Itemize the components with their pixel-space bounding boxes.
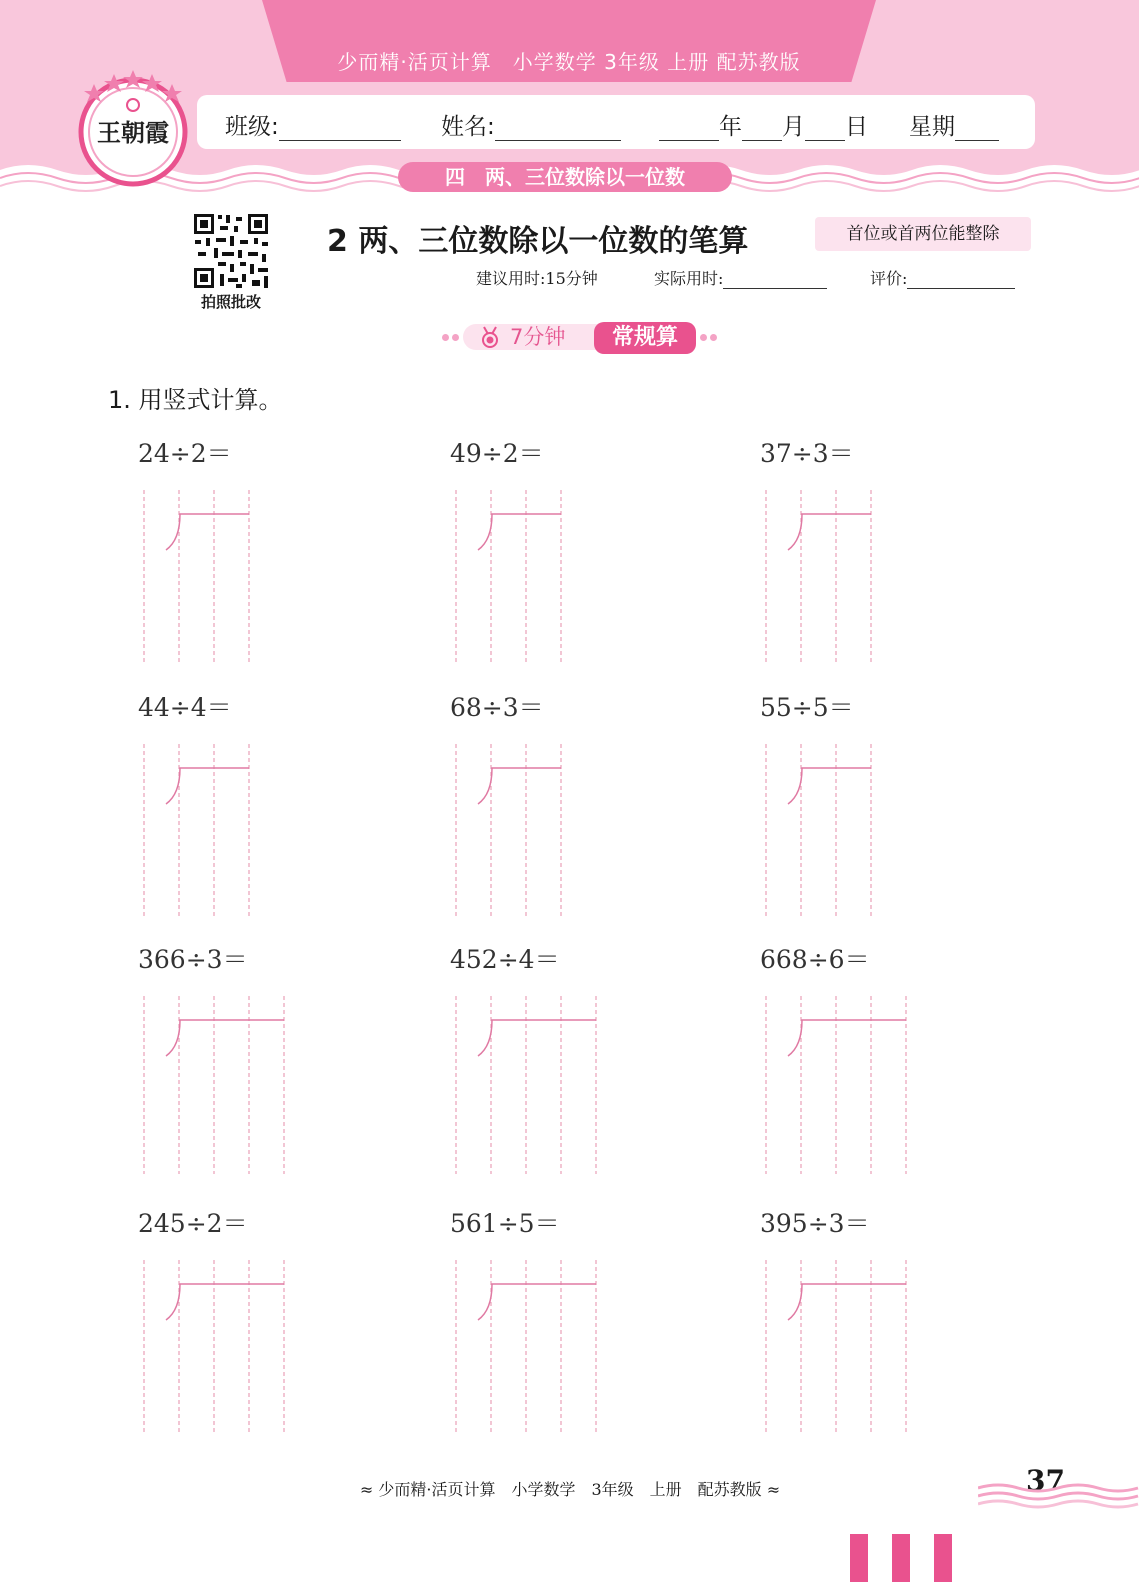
student-info-bar bbox=[197, 95, 1035, 149]
division-frame[interactable] bbox=[764, 1260, 918, 1492]
class-label: 班级: bbox=[225, 114, 279, 140]
problem-expression: 561÷5＝ bbox=[450, 1209, 560, 1238]
weekday-label: 星期 bbox=[909, 114, 955, 140]
rating-blank[interactable] bbox=[907, 270, 1015, 289]
edge-tab-3 bbox=[934, 1534, 952, 1582]
suggested-time: 建议用时:15分钟 bbox=[476, 269, 598, 288]
division-frame[interactable] bbox=[454, 996, 608, 1234]
timer-dot-right-2 bbox=[710, 334, 717, 341]
day-label: 日 bbox=[845, 114, 868, 140]
book-title: 少而精·活页计算 小学数学 3年级 上册 配苏教版 bbox=[337, 50, 801, 74]
name-blank[interactable] bbox=[495, 118, 621, 141]
problem-10[interactable] bbox=[138, 1204, 458, 1444]
page-number-waves bbox=[978, 1482, 1139, 1514]
division-frame[interactable] bbox=[454, 1260, 608, 1492]
problem-3[interactable] bbox=[760, 434, 1080, 674]
problem-expression: 24÷2＝ bbox=[138, 439, 232, 468]
rating-label: 评价: bbox=[870, 269, 908, 288]
month-label: 月 bbox=[782, 114, 805, 140]
timer-dot-right bbox=[700, 334, 707, 341]
publisher-logo bbox=[74, 70, 192, 188]
actual-time-label: 实际用时: bbox=[654, 269, 724, 288]
page-number: 37 bbox=[1026, 1464, 1065, 1497]
mode-badge: 常规算 bbox=[594, 322, 696, 354]
class-blank[interactable] bbox=[279, 118, 401, 141]
problem-8[interactable] bbox=[450, 940, 770, 1180]
problem-9[interactable] bbox=[760, 940, 1080, 1180]
lesson-title: 2 两、三位数除以一位数的笔算 bbox=[327, 224, 749, 259]
timer-minutes: 7分钟 bbox=[510, 325, 566, 349]
question-prompt: 1. 用竖式计算。 bbox=[108, 386, 283, 414]
weekday-blank[interactable] bbox=[955, 118, 999, 141]
division-frame[interactable] bbox=[764, 996, 918, 1234]
timer-bar bbox=[438, 324, 720, 350]
actual-time-blank[interactable] bbox=[723, 270, 827, 289]
problem-11[interactable] bbox=[450, 1204, 770, 1444]
timer-dot-left bbox=[442, 334, 449, 341]
name-label: 姓名: bbox=[441, 114, 495, 140]
year-blank[interactable] bbox=[659, 118, 719, 141]
month-blank[interactable] bbox=[742, 118, 782, 141]
problem-expression: 395÷3＝ bbox=[760, 1209, 870, 1238]
problem-1[interactable] bbox=[138, 434, 458, 674]
name-field[interactable] bbox=[441, 108, 621, 141]
problem-2[interactable] bbox=[450, 434, 770, 674]
unit-title: 四 两、三位数除以一位数 bbox=[398, 162, 732, 192]
problem-expression: 44÷4＝ bbox=[138, 693, 232, 722]
day-blank[interactable] bbox=[805, 118, 845, 141]
medal-icon bbox=[478, 325, 502, 349]
footer-text: ≈ 少而精·活页计算 小学数学 3年级 上册 配苏教版 ≈ bbox=[359, 1480, 781, 1499]
rating-field[interactable] bbox=[870, 266, 1015, 289]
weekday-field[interactable] bbox=[909, 108, 999, 141]
division-frame[interactable] bbox=[142, 996, 296, 1234]
edge-tab-1 bbox=[850, 1534, 868, 1582]
qr-code[interactable] bbox=[192, 212, 270, 290]
problem-expression: 366÷3＝ bbox=[138, 945, 248, 974]
problem-7[interactable] bbox=[138, 940, 458, 1180]
problem-expression: 452÷4＝ bbox=[450, 945, 560, 974]
problem-5[interactable] bbox=[450, 688, 770, 928]
problem-12[interactable] bbox=[760, 1204, 1080, 1444]
date-field[interactable] bbox=[659, 108, 868, 141]
problem-4[interactable] bbox=[138, 688, 458, 928]
problem-6[interactable] bbox=[760, 688, 1080, 928]
division-frame[interactable] bbox=[142, 1260, 296, 1492]
lesson-tag: 首位或首两位能整除 bbox=[815, 217, 1031, 251]
problem-expression: 245÷2＝ bbox=[138, 1209, 248, 1238]
class-field[interactable] bbox=[225, 108, 401, 141]
problem-expression: 68÷3＝ bbox=[450, 693, 544, 722]
problem-expression: 55÷5＝ bbox=[760, 693, 854, 722]
timer-dot-left-2 bbox=[452, 334, 459, 341]
year-label: 年 bbox=[719, 114, 742, 140]
problem-expression: 37÷3＝ bbox=[760, 439, 854, 468]
problem-expression: 668÷6＝ bbox=[760, 945, 870, 974]
edge-tab-2 bbox=[892, 1534, 910, 1582]
qr-label: 拍照批改 bbox=[200, 293, 261, 311]
svg-text:王朝霞: 王朝霞 bbox=[97, 118, 169, 147]
problem-expression: 49÷2＝ bbox=[450, 439, 544, 468]
actual-time-field[interactable] bbox=[654, 266, 827, 289]
